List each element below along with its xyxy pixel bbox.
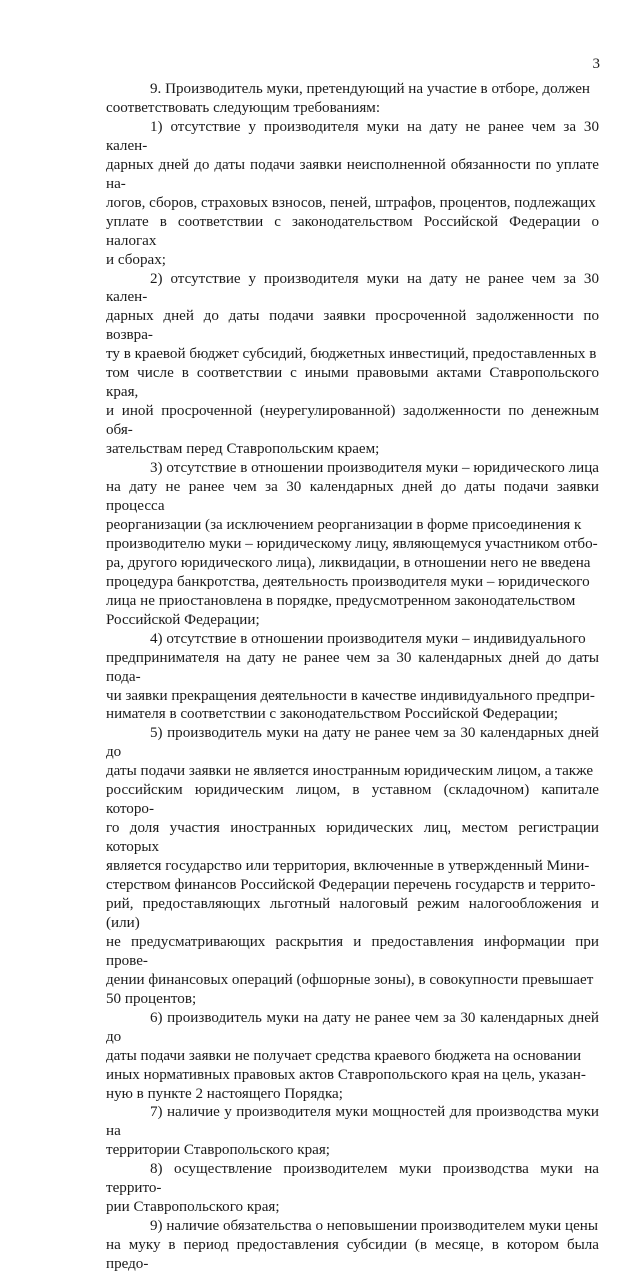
paragraph-requirements-intro: 9. Производитель муки, претендующий на участие в отборе, должен соответствовать следующим требованиям: [106, 81, 590, 116]
paragraph-item-1-tax-debt: 1) отсутствие у производителя муки на дату не ранее чем за 30 кален- дарных дней до даты подачи заявки неисполненной обязанности по уплате на- логов, сборов, страховых взносов, пеней, штрафов, процентов, подлежащих уплате в соответствии с законодательством Российской Федерации о налогах и сборах; [106, 118, 599, 268]
paragraph-item-3-legal-entity: 3) отсутствие в отношении производителя муки – юридического лица на дату не ранее чем за 30 календарных дней до даты подачи заявки процесса реорганизации (за исключением реорганизации в форме присоединения к производителю муки – юридическому лицу, являющемуся участником отбо- ра, другого юридического лица), ликвидации, в отношении него не введена процедура банкротства, деятельность производителя муки – юридического лица не приостановлена в порядке, предусмотренном законодательством Российской Федерации; [106, 460, 599, 628]
paragraph-item-4-entrepreneur: 4) отсутствие в отношении производителя муки – индивидуального предпринимателя на дату не ранее чем за 30 календарных дней до даты пода- чи заявки прекращения деятельности в качестве индивидуального предпри- нимателя в соответствии с законодательством Российской Федерации; [106, 630, 599, 723]
paragraph-item-9-price-obligation: 9) наличие обязательства о неповышении производителем муки цены на муку в период предоставления субсидии (в месяце, в котором была предо- [106, 1218, 599, 1273]
paragraph-item-5-foreign-entity: 5) производитель муки на дату не ранее чем за 30 календарных дней до даты подачи заявки не является иностранным юридическим лицом, а также российским юридическим лицом, в уставном (складочном) капитале которо- го доля участия иностранных юридических лиц, местом регистрации которых является государство или территория, включенные в утвержденный Мини- стерством финансов Российской Федерации перечень государств и террито- рий, предоставляющих льготный налоговый режим налогообложения и (или) не предусматривающих раскрытия и предоставления информации при прове- дении финансовых операций (офшорные зоны), в совокупности превышает 50 процентов; [106, 725, 599, 1007]
page-number: 3 [592, 56, 600, 72]
document-body [106, 80, 599, 1274]
paragraph-item-6-other-funding: 6) производитель муки на дату не ранее чем за 30 календарных дней до даты подачи заявки не получает средства краевого бюджета на основании иных нормативных правовых актов Ставропольского края на цель, указан- ную в пункте 2 настоящего Порядка; [106, 1009, 599, 1102]
paragraph-item-7-capacity: 7) наличие у производителя муки мощностей для производства муки на территории Ставропольского края; [106, 1104, 599, 1159]
paragraph-item-2-budget-debt: 2) отсутствие у производителя муки на дату не ранее чем за 30 кален- дарных дней до даты подачи заявки просроченной задолженности по возвра- ту в краевой бюджет субсидий, бюджетных инвестиций, предоставленных в том числе в соответствии с иными правовыми актами Ставропольского края, и иной просроченной (неурегулированной) задолженности по денежным обя- зательствам перед Ставропольским краем; [106, 270, 599, 458]
paragraph-item-8-production: 8) осуществление производителем муки производства муки на террито- рии Ставропольского края; [106, 1161, 599, 1216]
